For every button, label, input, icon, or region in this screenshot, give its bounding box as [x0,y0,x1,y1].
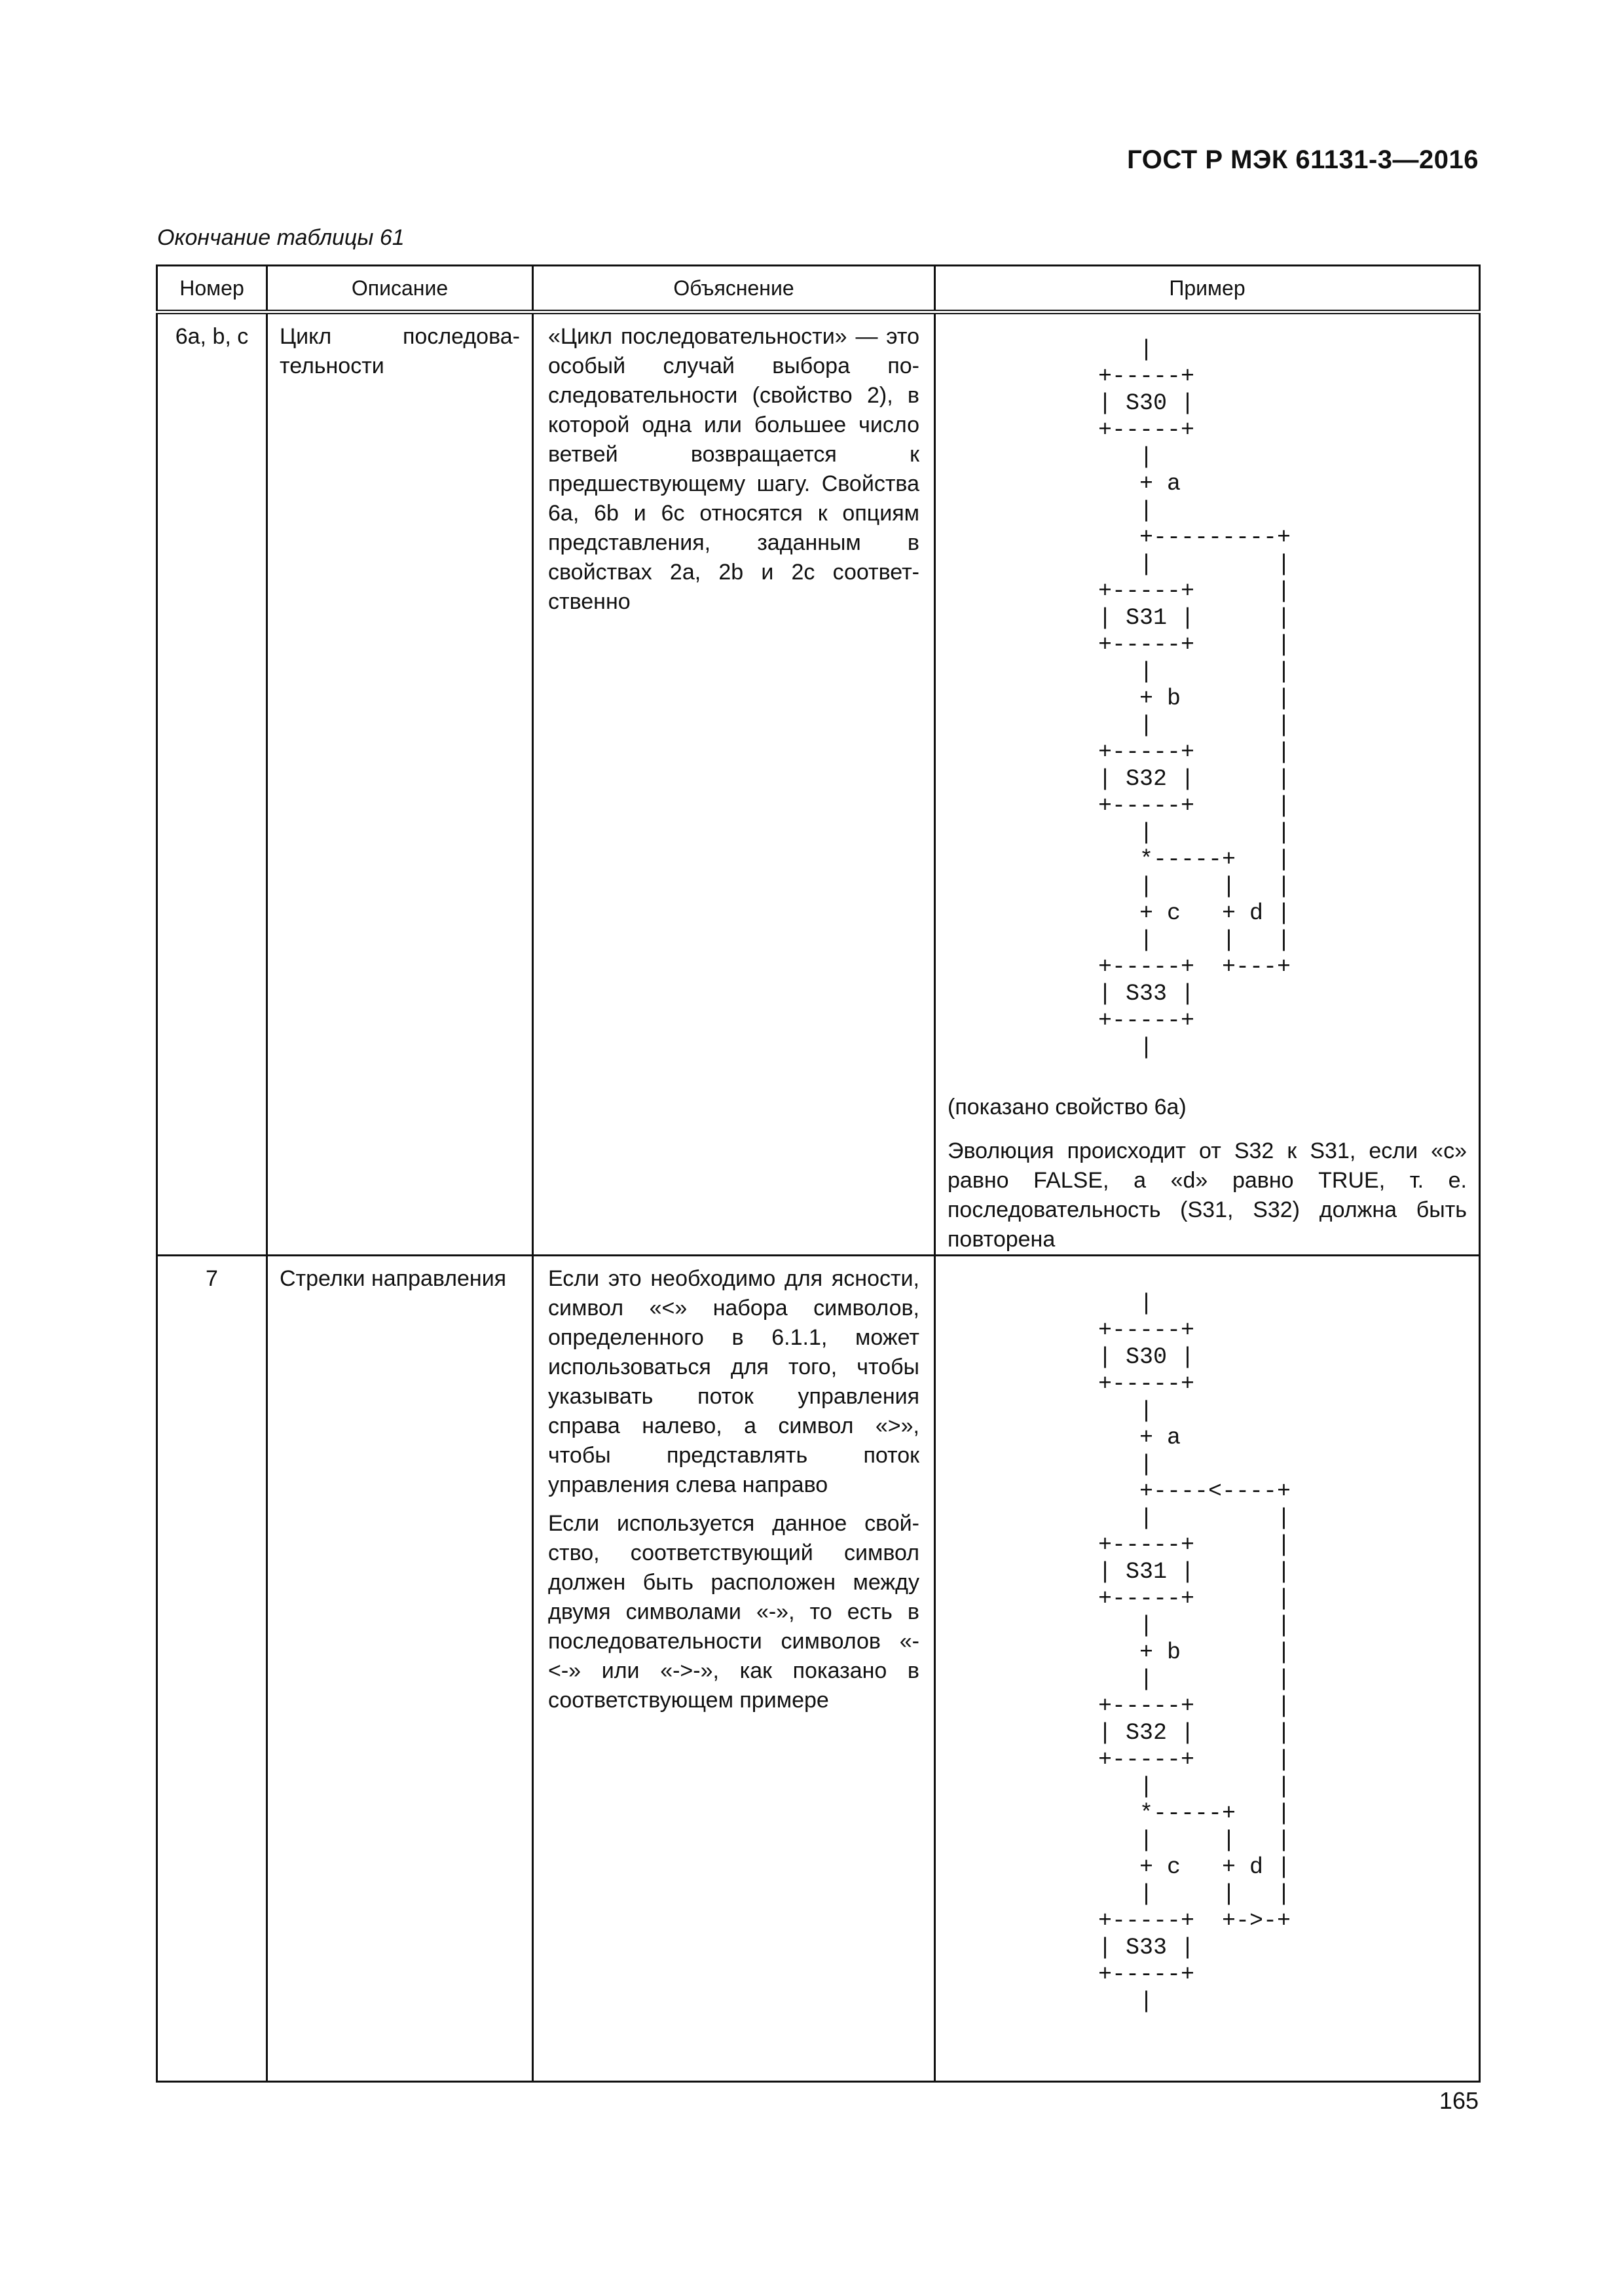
col-header-number: Номер [157,266,267,312]
page-number: 165 [1439,2087,1479,2114]
document-header: ГОСТ Р МЭК 61131-3—2016 [1127,145,1479,174]
table-row [157,1256,1480,2082]
table-row [157,312,1480,1256]
row-example [935,1256,1480,2082]
explanation-paragraph: «Цикл последовательности» — это особый случай выбора последовательности (свойство 2), в которой одна или большее число ветвей возвращается к предшествующему шагу. Свойства 6а, 6b и 6с относятся к опциям представления, заданным в свойствах 2а, 2b и 2с соответственно [548,324,919,614]
table-header-row [157,266,1480,312]
row-number: 6а, b, c [157,312,267,1256]
row-explanation [533,312,935,1256]
row-example [935,312,1480,1256]
gost-table [156,264,1481,2083]
example-note: (показано свойство 6а) [948,1095,1187,1120]
explanation-paragraph: Если это необходимо для ясности, символ «<» набора символов, определенного в 6.1.1, может использоваться для того, чтобы указывать поток управления справа налево, а символ «>», чтобы представлять поток управления слева направо [548,1266,919,1497]
col-header-explanation: Объяснение [533,266,935,312]
col-header-example: Пример [935,266,1480,312]
sfc-diagram-ascii: | +-----+ | S30 | +-----+ | + a | +----<----+ | | +-----+ | | S31 | | +-----+ | | | + b | | | +-----+ | | S32 | | +-----+ | | | *-----+ | | | | + c + d | | | | +-----+ +->-+ | S33 | +-----+ | [1098,1290,1291,2014]
row-explanation [533,1256,935,2082]
explanation-paragraph: Если используется данное свойство, соответствующий символ должен быть расположен между двумя символами «-», то есть в последовательности символов «-<-» или «->-», как показано в соответствующем примере [548,1511,919,1713]
sfc-diagram-ascii: | +-----+ | S30 | +-----+ | + a | +---------+ | | +-----+ | | S31 | | +-----+ | | | + b | | | +-----+ | | S32 | | +-----+ | | | *-----+ | | | | + c + d | | | | +-----+ +---+ | S33 | +-----+ | [1098,337,1291,1061]
table-caption: Окончание таблицы 61 [157,225,405,250]
example-evolution-note: Эволюция происходит от S32 к S31, если «с» равно FALSE, а «d» равно TRUE, т. е. последовательность (S31, S32) должна быть повторена [948,1139,1467,1252]
row-description: Стрелки направления [267,1256,533,2082]
col-header-description: Описание [267,266,533,312]
row-number: 7 [157,1256,267,2082]
row-description: Цикл последовательности [267,312,533,1256]
